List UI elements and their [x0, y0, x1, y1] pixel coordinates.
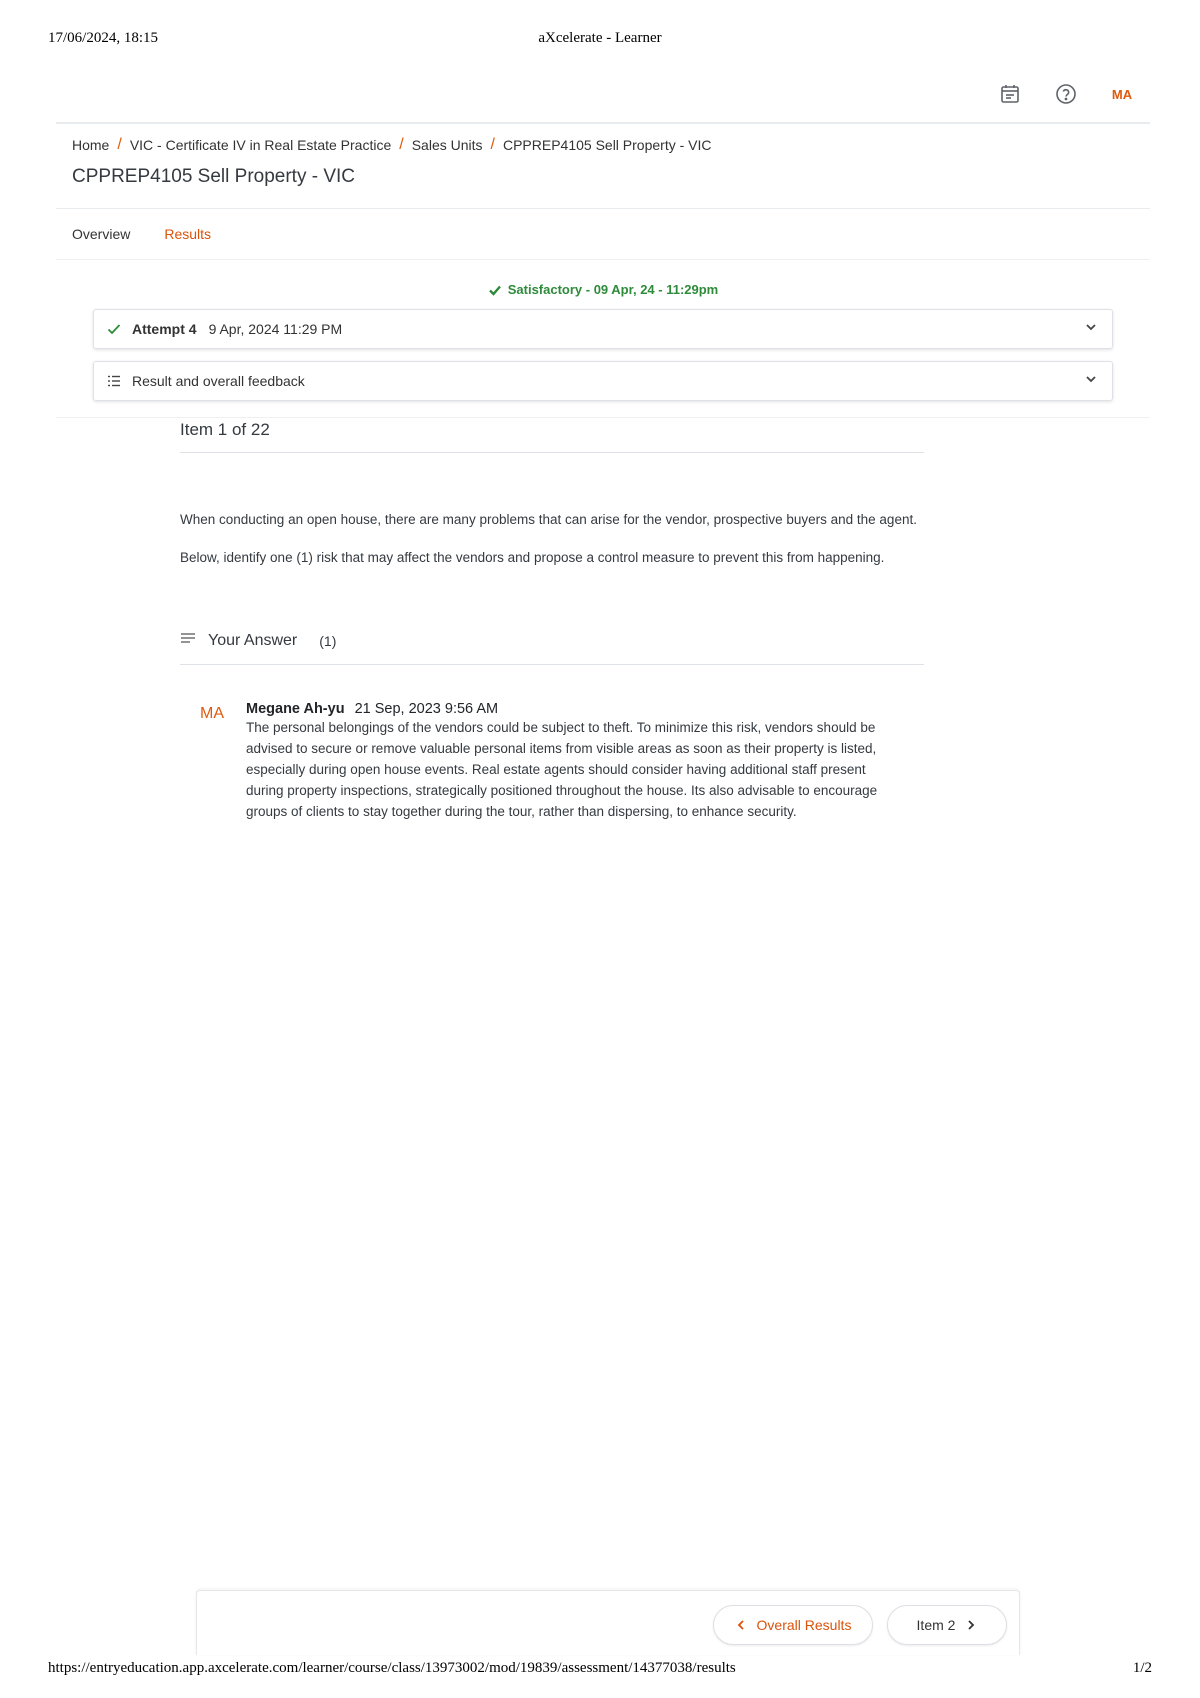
question-paragraph-2: Below, identify one (1) risk that may affect the vendors and propose a control measure to prevent this from happening. [180, 550, 885, 565]
breadcrumb-separator: / [117, 136, 122, 153]
print-datetime: 17/06/2024, 18:15 [48, 30, 159, 46]
breadcrumb-separator: / [490, 136, 495, 153]
list-icon [106, 373, 122, 389]
status-text: Satisfactory - 09 Apr, 24 - 11:29pm [507, 282, 719, 297]
question-text [180, 509, 924, 569]
check-icon [488, 283, 502, 297]
chevron-right-icon [965, 1619, 977, 1631]
feedback-label: Result and overall feedback [132, 373, 305, 389]
answer-meta [246, 701, 906, 717]
tab-results[interactable]: Results [164, 226, 212, 242]
breadcrumb-home[interactable]: Home [72, 137, 110, 153]
next-item-label: Item 2 [916, 1617, 956, 1633]
top-bar [56, 66, 1150, 124]
next-item-button[interactable] [887, 1605, 1007, 1645]
notes-icon [180, 631, 196, 650]
tab-bar [56, 209, 1150, 260]
answer-count: (1) [319, 632, 337, 649]
chevron-down-icon[interactable] [1084, 372, 1098, 389]
feedback-accordion[interactable] [93, 361, 1113, 401]
avatar: MA [200, 705, 224, 722]
attempt-label: Attempt 4 [132, 321, 197, 337]
answer-entry [180, 701, 924, 822]
attempt-date: 9 Apr, 2024 11:29 PM [208, 321, 343, 337]
overall-results-label: Overall Results [756, 1617, 852, 1633]
item-navigation-bar [196, 1590, 1020, 1655]
answer-timestamp: 21 Sep, 2023 9:56 AM [354, 701, 499, 717]
overall-results-button[interactable] [713, 1605, 873, 1645]
page-title: CPPREP4105 Sell Property - VIC [72, 166, 356, 187]
tab-overview[interactable]: Overview [72, 226, 131, 242]
section-divider [56, 417, 1150, 418]
question-paragraph-1: When conducting an open house, there are many problems that can arise for the vendor, prospective buyers and the agent. [180, 512, 917, 527]
chevron-down-icon[interactable] [1084, 320, 1098, 337]
item-counter: Item 1 of 22 [180, 420, 924, 453]
print-url: https://entryeducation.app.axcelerate.com/learner/course/class/13973002/mod/19839/assessment/14377038/results [48, 1660, 736, 1676]
app-window [56, 66, 1150, 1644]
item-content [180, 420, 924, 822]
breadcrumb [72, 136, 1150, 154]
print-title: aXcelerate - Learner [538, 30, 662, 46]
chevron-left-icon [735, 1619, 747, 1631]
breadcrumb-sales-units[interactable]: Sales Units [411, 137, 483, 153]
print-header [48, 30, 1152, 52]
check-icon [106, 321, 122, 337]
answer-header [180, 631, 924, 665]
print-page-number: 1/2 [1132, 1660, 1152, 1676]
status-badge [56, 282, 1150, 297]
help-icon[interactable] [1048, 76, 1084, 112]
header-section [56, 124, 1150, 209]
print-footer [48, 1660, 1152, 1682]
calendar-icon[interactable] [992, 76, 1028, 112]
answer-author: Megane Ah-yu [246, 701, 345, 717]
answer-text: The personal belongings of the vendors could be subject to theft. To minimize this risk, vendors should be advised to secure or remove valuable personal items from visible areas as soon as their property is listed, especially during open house events. Real estate agents should consider having additional staff present during property inspections, strategically positioned throughout the house. Its also advisable to encourage groups of clients to stay together during the tour, rather than dispersing, to enhance security. [246, 720, 878, 819]
user-avatar[interactable]: MA [1111, 86, 1133, 102]
breadcrumb-course[interactable]: VIC - Certificate IV in Real Estate Practice [129, 137, 392, 153]
breadcrumb-separator: / [399, 136, 404, 153]
attempt-accordion[interactable] [93, 309, 1113, 349]
answer-title: Your Answer [208, 631, 298, 649]
breadcrumb-unit[interactable]: CPPREP4105 Sell Property - VIC [502, 137, 712, 153]
